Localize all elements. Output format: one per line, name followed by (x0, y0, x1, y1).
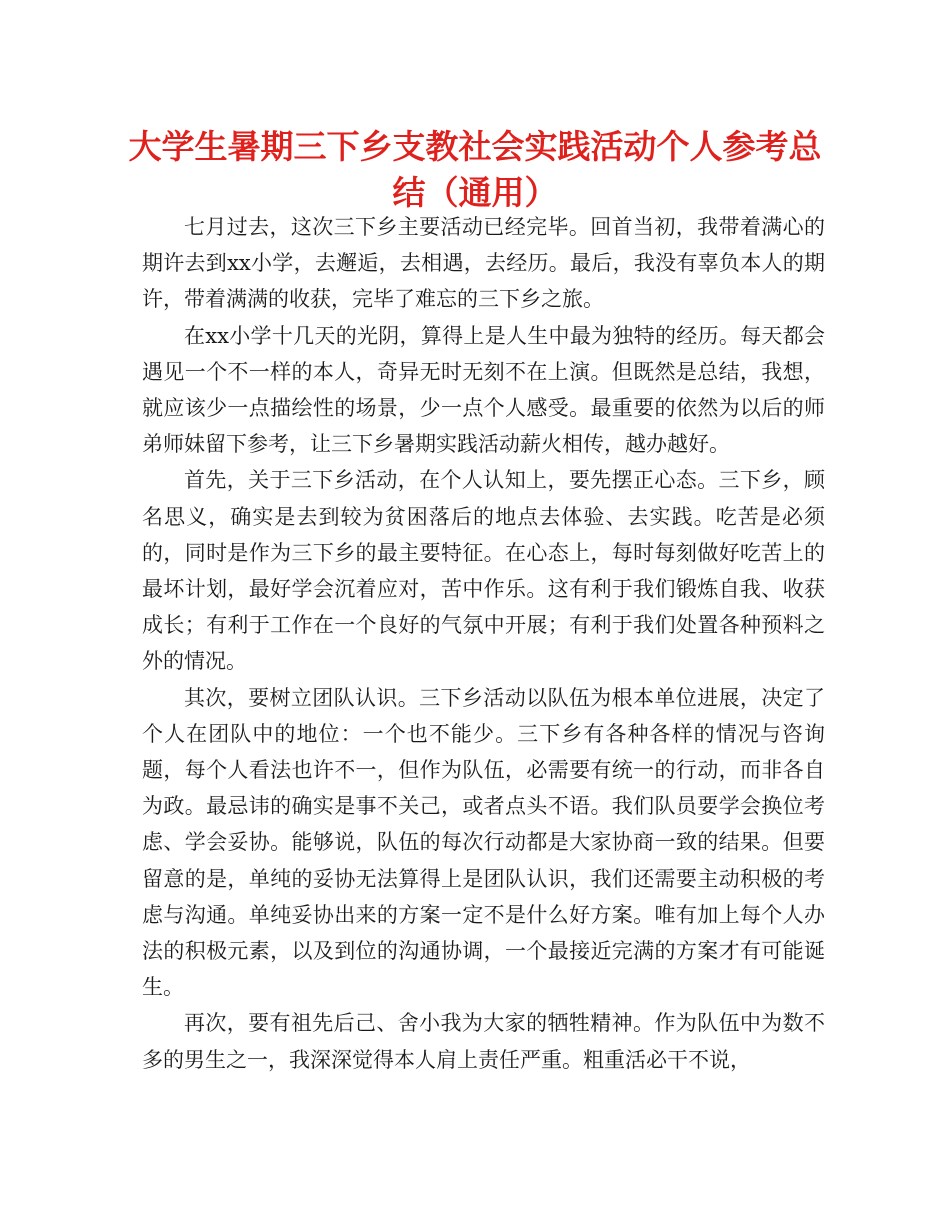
paragraph: 再次，要有祖先后己、舍小我为大家的牺牲精神。作为队伍中为数不多的男生之一，我深深觉得本人肩上责任严重。粗重活必干不说， (142, 1011, 825, 1072)
paragraph: 七月过去，这次三下乡主要活动已经完毕。回首当初，我带着满心的期许去到xx小学，去邂逅，去相遇，去经历。最后，我没有辜负本人的期许，带着满满的收获，完毕了难忘的三下乡之旅。 (142, 215, 825, 312)
paragraph: 在xx小学十几天的光阴，算得上是人生中最为独特的经历。每天都会遇见一个不一样的本人，奇异无时无刻不在上演。但既然是总结，我想，就应该少一点描绘性的场景，少一点个人感受。最重要的依然为以后的师弟师妹留下参考，让三下乡暑期实践活动薪火相传，越办越好。 (142, 323, 825, 457)
document-body (142, 209, 825, 1078)
document-title: 大学生暑期三下乡支教社会实践活动个人参考总结（通用） (128, 127, 822, 212)
paragraph: 其次，要树立团队认识。三下乡活动以队伍为根本单位进展，决定了个人在团队中的地位：一个也不能少。三下乡有各种各样的情况与咨询题，每个人看法也许不一，但作为队伍，必需要有统一的行动，而非各自为政。最忌讳的确实是事不关己，或者点头不语。我们队员要学会换位考虑、学会妥协。能够说，队伍的每次行动都是大家协商一致的结果。但要留意的是，单纯的妥协无法算得上是团队认识，我们还需要主动积极的考虑与沟通。单纯妥协出来的方案一定不是什么好方案。唯有加上每个人办法的积极元素，以及到位的沟通协调，一个最接近完满的方案才有可能诞生。 (142, 685, 825, 1000)
paragraph: 首先，关于三下乡活动，在个人认知上，要先摆正心态。三下乡，顾名思义，确实是去到较为贫困落后的地点去体验、去实践。吃苦是必须的，同时是作为三下乡的最主要特征。在心态上，每时每刻做好吃苦上的最坏计划，最好学会沉着应对，苦中作乐。这有利于我们锻炼自我、收获成长；有利于工作在一个良好的气氛中开展；有利于我们处置各种预料之外的情况。 (142, 468, 825, 674)
